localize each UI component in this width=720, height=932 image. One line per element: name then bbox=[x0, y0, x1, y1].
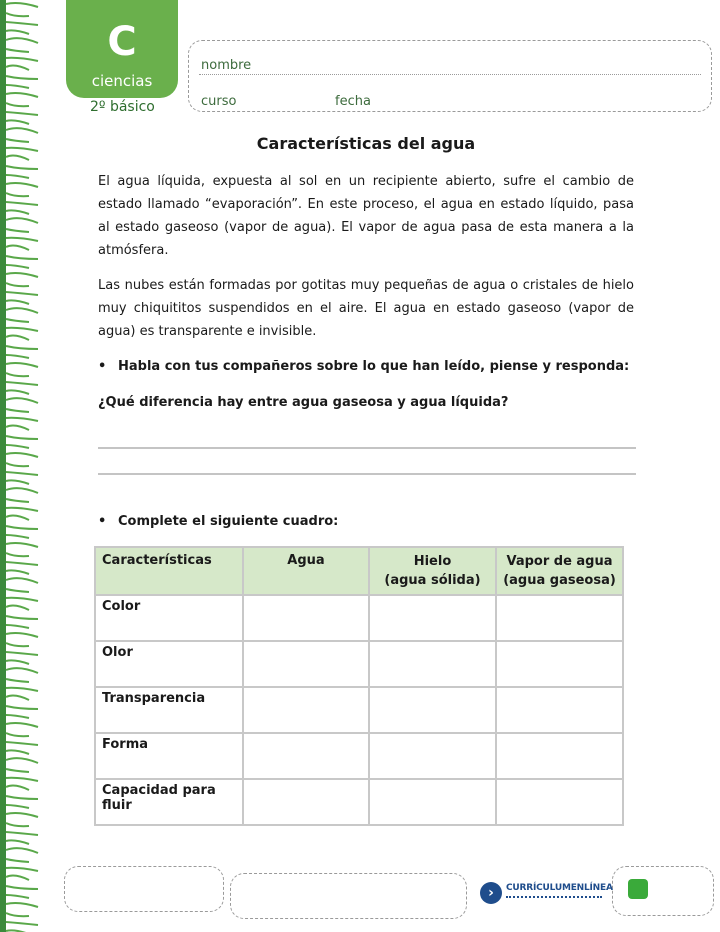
paragraph-evaporation: El agua líquida, expuesta al sol en un recipiente abierto, sufre el cambio de estado llamado “evaporación”. En este proceso, el agua en estado líquido, pasa al estado gaseoso (vapor de agua). El vapor de agua pasa de esta manera a la atmósfera. bbox=[98, 174, 634, 258]
row-label: Forma bbox=[95, 733, 243, 779]
answer-cell[interactable] bbox=[369, 733, 496, 779]
answer-cell[interactable] bbox=[369, 641, 496, 687]
green-square-icon bbox=[628, 879, 648, 899]
answer-cell[interactable] bbox=[496, 595, 623, 641]
row-label: Olor bbox=[95, 641, 243, 687]
subject-badge bbox=[66, 0, 178, 98]
header-ice: Hielo (agua sólida) bbox=[369, 547, 496, 595]
footer-frame-left bbox=[64, 866, 224, 912]
table-header-row bbox=[95, 547, 623, 595]
table-row bbox=[95, 687, 623, 733]
answer-cell[interactable] bbox=[243, 595, 369, 641]
logo-tagline-line bbox=[506, 896, 602, 901]
answer-cell[interactable] bbox=[496, 687, 623, 733]
answer-cell[interactable] bbox=[496, 779, 623, 825]
date-label: fecha bbox=[335, 94, 371, 109]
grass-border-decoration bbox=[0, 0, 52, 932]
answer-cell[interactable] bbox=[243, 733, 369, 779]
logo-arrow-icon: › bbox=[480, 882, 502, 904]
header-vapor: Vapor de agua (agua gaseosa) bbox=[496, 547, 623, 595]
answer-cell[interactable] bbox=[369, 779, 496, 825]
answer-cell[interactable] bbox=[369, 687, 496, 733]
header-water: Agua bbox=[243, 547, 369, 595]
table-row bbox=[95, 779, 623, 825]
student-info-fields bbox=[188, 40, 712, 112]
subject-letter: C bbox=[107, 19, 137, 65]
header-characteristics: Características bbox=[95, 547, 243, 595]
answer-cell[interactable] bbox=[243, 687, 369, 733]
name-label: nombre bbox=[201, 58, 252, 73]
grade-label: 2º básico bbox=[90, 99, 155, 115]
answer-line[interactable] bbox=[98, 473, 636, 475]
name-field-line[interactable] bbox=[199, 74, 701, 75]
table-row bbox=[95, 733, 623, 779]
table-row bbox=[95, 641, 623, 687]
answer-line[interactable] bbox=[98, 447, 636, 449]
subject-name: ciencias bbox=[91, 72, 153, 90]
answer-cell[interactable] bbox=[496, 641, 623, 687]
instruction-complete-table: • Complete el siguiente cuadro: bbox=[118, 514, 338, 529]
answer-cell[interactable] bbox=[243, 779, 369, 825]
paragraph-clouds: Las nubes están formadas por gotitas muy pequeñas de agua o cristales de hielo muy chiquititos suspendidos en el aire. El agua en estado gaseoso (vapor de agua) es transparente e invisible. bbox=[98, 278, 634, 339]
question-text: ¿Qué diferencia hay entre agua gaseosa y agua líquida? bbox=[98, 395, 509, 410]
page-title: Características del agua bbox=[256, 134, 476, 153]
row-label: Transparencia bbox=[95, 687, 243, 733]
curriculum-logo bbox=[480, 880, 613, 908]
row-label: Capacidad para fluir bbox=[95, 779, 243, 825]
table-row bbox=[95, 595, 623, 641]
answer-cell[interactable] bbox=[369, 595, 496, 641]
answer-cell[interactable] bbox=[243, 641, 369, 687]
instruction-discuss: • Habla con tus compañeros sobre lo que han leído, piense y responda: bbox=[118, 359, 629, 374]
logo-text: CURRÍCULUMENLÍNEA bbox=[506, 883, 613, 893]
footer-frame-middle bbox=[230, 873, 467, 919]
course-label: curso bbox=[201, 94, 237, 109]
row-label: Color bbox=[95, 595, 243, 641]
characteristics-table bbox=[94, 546, 624, 826]
answer-cell[interactable] bbox=[496, 733, 623, 779]
